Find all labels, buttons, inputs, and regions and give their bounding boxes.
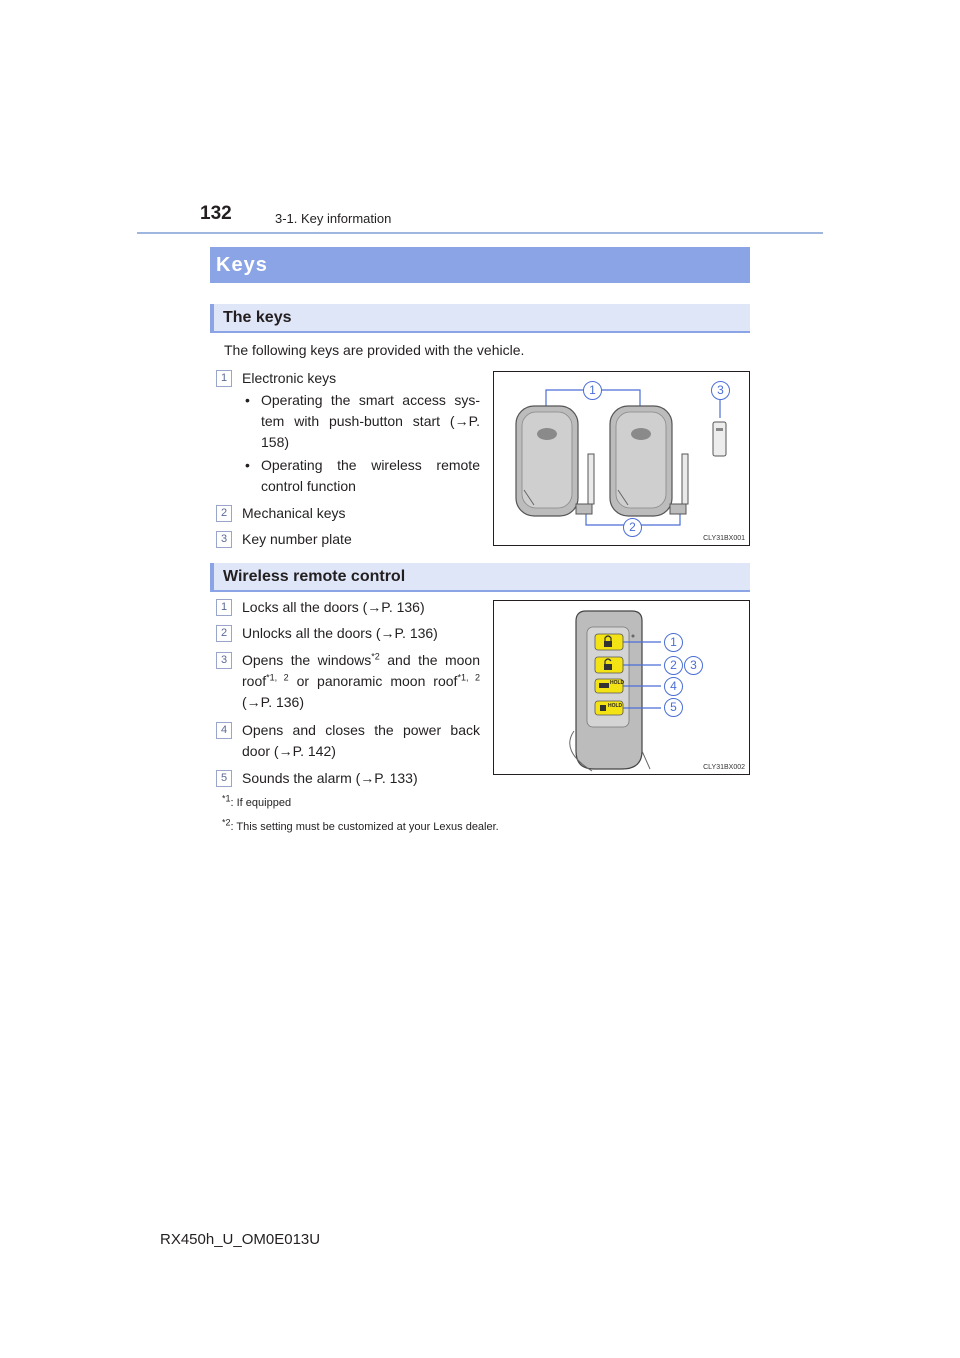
figure-code: CLY31BX001 [703, 535, 745, 542]
section-reference: 3-1. Key information [275, 211, 392, 226]
section-title: Keys [216, 254, 268, 276]
footnote: $^{*2}$: This setting must be customized at your Lexus dealer. [222, 817, 499, 833]
wireless-item-back-door: Opens and closes the power back door (→P. 142) [242, 722, 480, 759]
keys-figure [493, 371, 750, 546]
hold-label: HOLD [608, 703, 623, 709]
model-code: RX450h_U_OM0E013U [160, 1231, 321, 1248]
remote-figure [493, 600, 750, 775]
wireless-item-alarm: Sounds the alarm (→P. 133) [242, 770, 418, 786]
item-number-icon: 1 [216, 370, 232, 387]
callout-1: 1 [664, 633, 683, 652]
item-number-icon: 2 [216, 625, 232, 642]
callout-2: 2 [623, 518, 642, 537]
section-title-bar [210, 247, 750, 283]
keys-item-plate: Key number plate [242, 531, 352, 547]
item-number-icon: 3 [216, 652, 232, 669]
remote-illustration [494, 601, 751, 776]
item-number-icon: 2 [216, 505, 232, 522]
callout-2: 2 [664, 656, 683, 675]
keys-item-mechanical: Mechanical keys [242, 505, 346, 521]
callout-3: 3 [711, 381, 730, 400]
callout-1: 1 [583, 381, 602, 400]
item-number-icon: 4 [216, 722, 232, 739]
item-number-icon: 3 [216, 531, 232, 548]
keys-bullet: • Operating the wireless remote control function [245, 457, 480, 494]
footnote: $^{*1}$: If equipped [222, 793, 292, 809]
keys-item-electronic: Electronic keys [242, 370, 337, 386]
wireless-item-lock: Locks all the doors (→P. 136) [242, 599, 425, 615]
callout-4: 4 [664, 677, 683, 696]
page-number: 132 [200, 203, 232, 224]
item-number-icon: 1 [216, 599, 232, 616]
figure-code: CLY31BX002 [703, 764, 745, 771]
wireless-heading-bar [210, 563, 750, 592]
callout-3: 3 [684, 656, 703, 675]
keys-bullet: • Operating the smart access sys-tem with push-button start (→P. 158) [245, 392, 480, 450]
the-keys-heading-bar [210, 304, 750, 333]
wireless-item-windows: Opens the windows$^{*2}$ and the moon roof$^{*1, 2}$ or panoramic moon roof$^{*1, 2}$ (→P. 136) [242, 651, 481, 710]
the-keys-intro: The following keys are provided with the vehicle. [224, 342, 525, 358]
hold-label: HOLD [610, 680, 625, 686]
callout-5: 5 [664, 698, 683, 717]
wireless-heading: Wireless remote control [223, 568, 406, 585]
header-rule [137, 232, 823, 234]
item-number-icon: 5 [216, 770, 232, 787]
keys-illustration [494, 372, 751, 547]
the-keys-heading: The keys [223, 309, 292, 326]
wireless-item-unlock: Unlocks all the doors (→P. 136) [242, 625, 438, 641]
